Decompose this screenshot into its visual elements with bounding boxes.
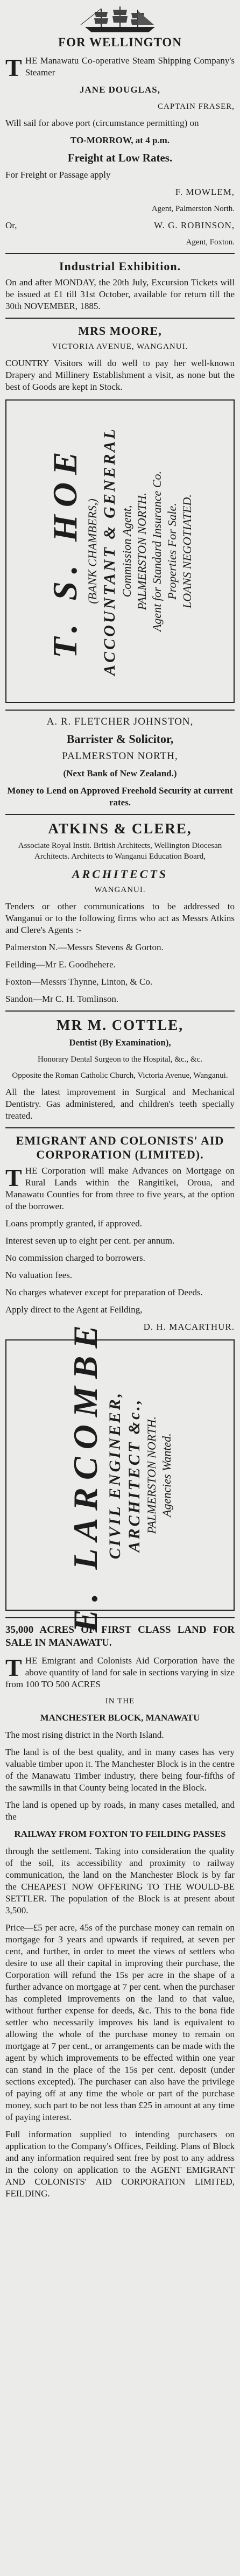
moore-title: MRS MOORE, — [78, 324, 162, 338]
cottle-body: All the latest improvement in Surgical and Mechanical Dentistry. Gas administered, and children's teeth specially treated. — [5, 1087, 235, 1121]
atkins-town: WANGANUI. — [94, 886, 146, 894]
drop-cap: T — [5, 1164, 22, 1191]
freight-apply: For Freight or Passage apply — [5, 170, 111, 180]
emigrant-apply: Apply direct to the Agent at Feilding, — [5, 1304, 143, 1315]
acres-block: MANCHESTER BLOCK, MANAWATU — [40, 1712, 200, 1723]
johnston-location: (Next Bank of New Zealand.) — [63, 768, 177, 778]
emigrant-interest: Interest seven up to eight per cent. per annum. — [5, 1236, 175, 1246]
emigrant-no-commission: No commission charged to borrowers. — [5, 1253, 145, 1263]
emigrant-promptly: Loans promptly granted, if approved. — [5, 1218, 142, 1229]
acres-p5: Price—£5 per acre, 45s of the purchase money can remain on mortgage for 3 years and upwards if required, at seven per cent, and further, in order to meet the views of settlers who desire to use all their capital in improving their purchase, the Corporation will refund the 15s per acre in the shape of a further advance on mortgage at 7 per cent. when the purchaser has completed improvements on the land to that value, without further expense for deeds, &c. This to the bona fide settler who necessarily improves his land is equivalent to allowing the whole of the purchase money to remain on mortgage at 7 per cent., or arrangements can be made with the agent by which improvements to be effected within one year can stand in the place of the 15s per cent. deposit (under sections excepted). The purchaser can also have the privilege of paying off at any time the whole or part of the purchase money, such part to be not less than £25 in amount at any time of paying interest. — [5, 1922, 235, 2122]
cottle-subtitle: Dentist (By Examination), — [69, 1037, 171, 1048]
atkins-agent-sandon: Sandon—Mr C. H. Tomlinson. — [5, 994, 119, 1004]
hoe-name: T. S. HOE — [46, 444, 84, 658]
acres-intro — [5, 1655, 235, 1690]
agent1-name: F. MOWLEM, — [175, 187, 235, 197]
acres-in-the: IN THE — [105, 1697, 135, 1705]
atkins-agent-feilding: Feilding—Mr E. Goodhehere. — [5, 959, 116, 970]
atkins-body: Tenders or other communications to be addressed to Wanganui or to the following firms who act as Messrs Atkins and Clere's Agents :- — [5, 901, 235, 935]
atkins-title: ATKINS & CLERE, — [48, 820, 192, 837]
hoe-line4: Agent for Standard Insurance Co. — [150, 471, 164, 632]
divider — [5, 710, 235, 711]
sail-date: TO-MORROW, at 4 p.m. — [70, 135, 170, 145]
advertisement-column — [5, 0, 235, 2205]
divider — [5, 253, 235, 254]
johnston-money: Money to Lend on Approved Freehold Security at current rates. — [7, 785, 233, 808]
sailing-ship-icon — [80, 5, 160, 33]
hoe-chambers: (BANK CHAMBERS,) — [86, 499, 99, 604]
emigrant-body — [5, 1165, 235, 1212]
atkins-associate: Associate Royal Instit. British Architects, Wellington Diocesan Architects. Architects to Wanganui Education Board, — [18, 841, 222, 861]
acres-p4: through the settlement. Taking into consideration the quality of the soil, its accessibility and proximity to railway communication, the land on the Manchester Block is by far the CHEAPEST NOW OFFERING TO THE WOULD-BE SETTLER. The population of the Block is at present about 3,500. — [5, 1846, 235, 1915]
hoe-line3: PALMERSTON NORTH. — [135, 492, 149, 610]
atkins-agent-foxton: Foxton—Messrs Thynne, Linton, & Co. — [5, 977, 153, 987]
agent1-location: Agent, Palmerston North. — [151, 205, 235, 213]
wellington-body-text: HE Manawatu Co-operative Steam Shipping Company's Steamer — [25, 55, 235, 78]
emigrant-body-text: HE Corporation will make Advances on Mortgage on Rural Lands within the Rangitikei, Oroua, and Manawatu Counties for from three to five years, at the option of the borrower. — [5, 1166, 235, 1211]
freight-heading: Freight at Low Rates. — [67, 151, 173, 164]
hoe-advertisement-box — [5, 399, 235, 703]
captain-name: CAPTAIN FRASER, — [158, 102, 235, 111]
emigrant-no-charges: No charges whatever except for preparation of Deeds. — [5, 1287, 203, 1297]
acres-heading: 35,000 ACRES OF FIRST CLASS LAND FOR SALE IN MANAWATU. — [5, 1624, 235, 1648]
hoe-line2: Commission Agent, — [120, 505, 133, 598]
larcombe-line2: ARCHITECT &c., — [125, 1398, 143, 1553]
acres-intro-text: HE Emigrant and Colonists Aid Corporation have the above quantity of land for sale in sections varying in size from 100 TO 500 ACRES — [5, 1655, 235, 1689]
acres-p1: The most rising district in the North Island. — [5, 1730, 164, 1740]
acres-p3: The land is opened up by roads, in many cases metalled, and the — [5, 1800, 235, 1822]
moore-body: COUNTRY Visitors will do well to pay her well-known Drapery and Millinery Establishment a visit, as none but the best of Goods are kept in Stock. — [5, 358, 235, 392]
exhibition-title: Industrial Exhibition. — [59, 259, 181, 273]
larcombe-line1: CIVIL ENGINEER, — [106, 1391, 124, 1560]
acres-p6: Full information supplied to intending purchasers on application to the Company's Offices, Feilding. Plans of Block and any information required sent free by post to any address in the colony on application to the AGENT EMIGRANT AND COLONISTS' AID CORPORATION LIMITED, FEILDING. — [5, 2129, 235, 2199]
divider — [5, 318, 235, 319]
drop-cap: T — [5, 54, 22, 81]
acres-p2: The land is of the best quality, and in many cases has very valuable timber upon it. The Manchester Block is in the centre of the Manawatu Timber industry, there being four-fifths of the sawmills in that County being located in the Block. — [5, 1747, 235, 1793]
drop-cap: T — [5, 1654, 22, 1681]
acres-railway: RAILWAY FROM FOXTON TO FEILDING PASSES — [14, 1829, 226, 1839]
johnston-role: Barrister & Solicitor, — [66, 732, 174, 746]
agent2-name: W. G. ROBINSON, — [154, 220, 235, 230]
hoe-line1: ACCOUNTANT & GENERAL — [101, 427, 118, 676]
atkins-architects: ARCHITECTS — [72, 867, 168, 881]
cottle-honorary: Honorary Dental Surgeon to the Hospital, &c., &c. — [38, 1055, 202, 1064]
larcombe-rotated-text — [66, 1318, 174, 1632]
moore-address: VICTORIA AVENUE, WANGANUI. — [52, 342, 188, 351]
agent2-location: Agent, Foxton. — [186, 238, 235, 247]
larcombe-line3: PALMERSTON NORTH. — [145, 1416, 158, 1534]
johnston-name: A. R. FLETCHER JOHNSTON, — [46, 716, 194, 727]
divider — [5, 1010, 235, 1012]
hoe-rotated-text — [45, 427, 195, 676]
wellington-body — [5, 55, 235, 79]
emigrant-title: EMIGRANT AND COLONISTS' AID CORPORATION (LIMITED). — [16, 1134, 224, 1161]
divider — [5, 1127, 235, 1128]
emigrant-agent: D. H. MACARTHUR. — [143, 1322, 235, 1332]
cottle-address: Opposite the Roman Catholic Church, Victoria Avenue, Wanganui. — [12, 1071, 228, 1080]
larcombe-line4: Agencies Wanted. — [160, 1433, 173, 1517]
agent-or: Or, — [5, 220, 17, 230]
divider — [5, 814, 235, 815]
hoe-line5: Properties For Sale. — [165, 503, 179, 600]
wellington-title: FOR WELLINGTON — [58, 36, 182, 49]
cottle-title: MR M. COTTLE, — [56, 1017, 183, 1033]
johnston-town: PALMERSTON NORTH, — [62, 750, 178, 762]
hoe-line6: LOANS NEGOTIATED. — [180, 494, 194, 608]
vessel-name: JANE DOUGLAS, — [80, 85, 160, 95]
sail-notice: Will sail for above port (circumstance permitting) on — [5, 118, 199, 128]
atkins-agent-palmerston: Palmerston N.—Messrs Stevens & Gorton. — [5, 942, 164, 952]
larcombe-name: E. LARCOMBE — [66, 1317, 104, 1633]
exhibition-body: On and after MONDAY, the 20th July, Excursion Tickets will be issued at £1 till 31st October, available for return till the 30th NOVEMBER, 1885. — [5, 277, 235, 311]
emigrant-no-valuation: No valuation fees. — [5, 1270, 73, 1280]
